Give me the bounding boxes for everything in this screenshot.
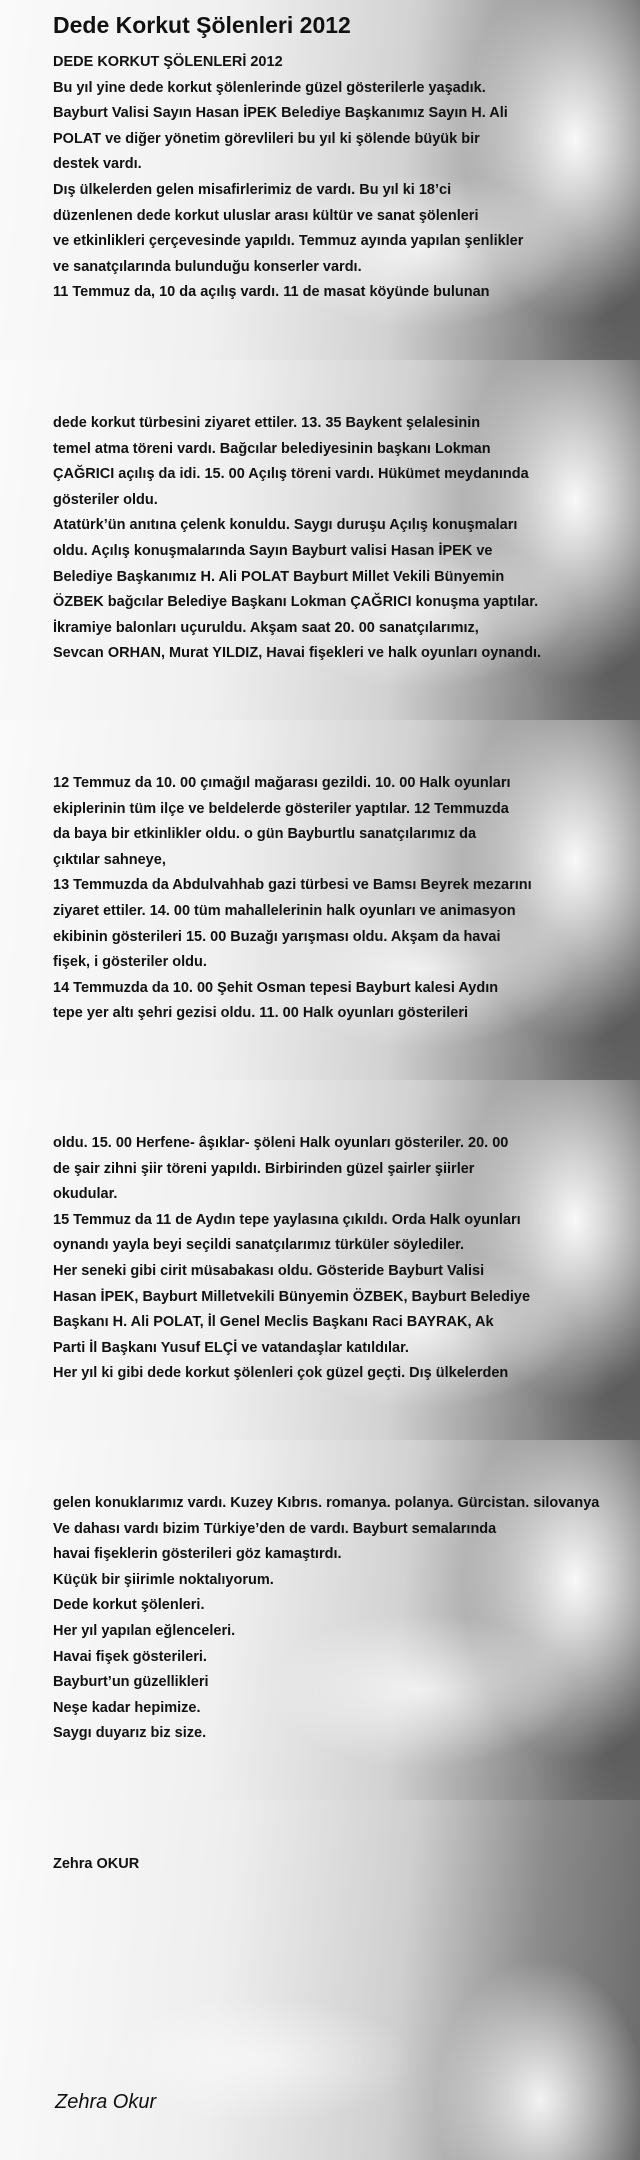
text-line: Dede korkut şölenleri. [53, 1597, 205, 1614]
text-line: Saygı duyarız biz size. [53, 1725, 207, 1742]
text-line: düzenlenen dede korkut uluslar arası kültür ve sanat şölenleri [53, 207, 479, 224]
text-line: Bayburt Valisi Sayın Hasan İPEK Belediye Başkanımız Sayın H. Ali [53, 105, 508, 122]
text-line: POLAT ve diğer yönetim görevlileri bu yıl ki şölende büyük bir [53, 130, 480, 147]
text-line: Bayburt’un güzellikleri [53, 1674, 209, 1691]
text-line: ziyaret ettiler. 14. 00 tüm mahallelerinin halk oyunları ve animasyon [53, 902, 516, 919]
text-line: Başkanı H. Ali POLAT, İl Genel Meclis Başkanı Raci BAYRAK, Ak [53, 1314, 494, 1331]
text-line: Her yıl ki gibi dede korkut şölenleri çok güzel geçti. Dış ülkelerden [53, 1365, 509, 1382]
text-line: Belediye Başkanımız H. Ali POLAT Bayburt Millet Vekili Bünyemin [53, 568, 505, 585]
page-1-text [53, 50, 640, 306]
text-line: Her seneki gibi cirit müsabakası oldu. Gösteride Bayburt Valisi [53, 1262, 485, 1279]
text-line: Parti İl Başkanı Yusuf ELÇİ ve vatandaşlar katıldılar. [53, 1339, 409, 1356]
text-line: Hasan İPEK, Bayburt Milletvekili Bünyemin ÖZBEK, Bayburt Belediye [53, 1288, 531, 1305]
text-line: 14 Temmuzda da 10. 00 Şehit Osman tepesi Bayburt kalesi Aydın [53, 979, 499, 996]
text-line: gelen konuklarımız vardı. Kuzey Kıbrıs. romanya. polanya. Gürcistan. silovanya [53, 1495, 600, 1511]
text-line: Her yıl yapılan eğlenceleri. [53, 1622, 236, 1639]
page-3-text [53, 771, 640, 1027]
text-line: 11 Temmuz da, 10 da açılış vardı. 11 de masat köyünde bulunan [53, 284, 490, 301]
text-line: Dış ülkelerden gelen misafirlerimiz de vardı. Bu yıl ki 18’ci [53, 181, 452, 198]
page-1 [0, 0, 640, 360]
text-line: oldu. Açılış konuşmalarında Sayın Bayburt valisi Hasan İPEK ve [53, 542, 493, 559]
page-4-text [53, 1131, 640, 1387]
text-line: havai fişeklerin gösterileri göz kamaştırdı. [53, 1546, 342, 1563]
page-5-text [53, 1491, 640, 1747]
text-line: Sevcan ORHAN, Murat YILDIZ, Havai fişekleri ve halk oyunları oynandı. [53, 645, 542, 662]
text-line: destek vardı. [53, 156, 142, 173]
page-2-text [53, 411, 640, 667]
page-3 [0, 720, 640, 1080]
text-line: gösteriler oldu. [53, 491, 158, 508]
text-line: oldu. 15. 00 Herfene- âşıklar- şöleni Halk oyunları gösteriler. 20. 00 [53, 1135, 509, 1151]
text-line: Havai fişek gösterileri. [53, 1648, 207, 1665]
text-line: Neşe kadar hepimize. [53, 1699, 201, 1716]
text-line: ekiplerinin tüm ilçe ve beldelerde gösteriler yaptılar. 12 Temmuzda [53, 800, 509, 817]
text-line: da baya bir etkinlikler oldu. o gün Bayburtlu sanatçılarımız da [53, 826, 477, 843]
text-line: 15 Temmuz da 11 de Aydın tepe yaylasına çıkıldı. Orda Halk oyunları [53, 1211, 521, 1228]
text-line: İkramiye balonları uçuruldu. Akşam saat 20. 00 sanatçılarımız, [53, 619, 479, 636]
text-line: temel atma töreni vardı. Bağcılar belediyesinin başkanı Lokman [53, 440, 491, 457]
text-line: ve sanatçılarında bulunduğu konserler vardı. [53, 258, 362, 275]
text-line: Küçük bir şiirimle noktalıyorum. [53, 1571, 274, 1588]
text-line: ÇAĞRICI açılış da idi. 15. 00 Açılış töreni vardı. Hükümet meydanında [53, 466, 529, 483]
page-2 [0, 360, 640, 720]
text-line: dede korkut türbesini ziyaret ettiler. 13. 35 Baykent şelalesinin [53, 415, 481, 431]
text-line: 12 Temmuz da 10. 00 çımağıl mağarası gezildi. 10. 00 Halk oyunları [53, 775, 511, 791]
page-4 [0, 1080, 640, 1440]
text-line: ÖZBEK bağcılar Belediye Başkanı Lokman ÇAĞRICI konuşma yaptılar. [53, 594, 539, 611]
text-line: okudular. [53, 1186, 118, 1203]
text-line: ekibinin gösterileri 15. 00 Buzağı yarışması oldu. Akşam da havai [53, 928, 501, 945]
document-subtitle: DEDE KORKUT ŞÖLENLERİ 2012 [53, 54, 283, 70]
text-line: Bu yıl yine dede korkut şölenlerinde güzel gösterilerle yaşadık. [53, 79, 486, 96]
text-line: de şair zihni şiir töreni yapıldı. Birbirinden güzel şairler şiirler [53, 1160, 475, 1177]
text-line: çıktılar sahneye, [53, 851, 166, 868]
author-signature: Zehra Okur [55, 2091, 157, 2113]
page-6 [0, 1800, 640, 2160]
text-line: ve etkinlikleri çerçevesinde yapıldı. Temmuz ayında yapılan şenlikler [53, 233, 524, 250]
text-line: tepe yer altı şehri gezisi oldu. 11. 00 Halk oyunları gösterileri [53, 1005, 469, 1022]
page-5 [0, 1440, 640, 1800]
text-line: fişek, i gösteriler oldu. [53, 954, 207, 971]
text-line: Ve dahası vardı bizim Türkiye’den de vardı. Bayburt semalarında [53, 1520, 497, 1537]
author-name: Zehra OKUR [53, 1856, 140, 1872]
text-line: Atatürk’ün anıtına çelenk konuldu. Saygı duruşu Açılış konuşmaları [53, 517, 518, 534]
page-title: Dede Korkut Şölenleri 2012 [53, 12, 351, 38]
text-line: 13 Temmuzda da Abdulvahhab gazi türbesi ve Bamsı Beyrek mezarını [53, 877, 532, 894]
text-line: oynandı yayla beyi seçildi sanatçılarımız türküler söylediler. [53, 1237, 465, 1254]
